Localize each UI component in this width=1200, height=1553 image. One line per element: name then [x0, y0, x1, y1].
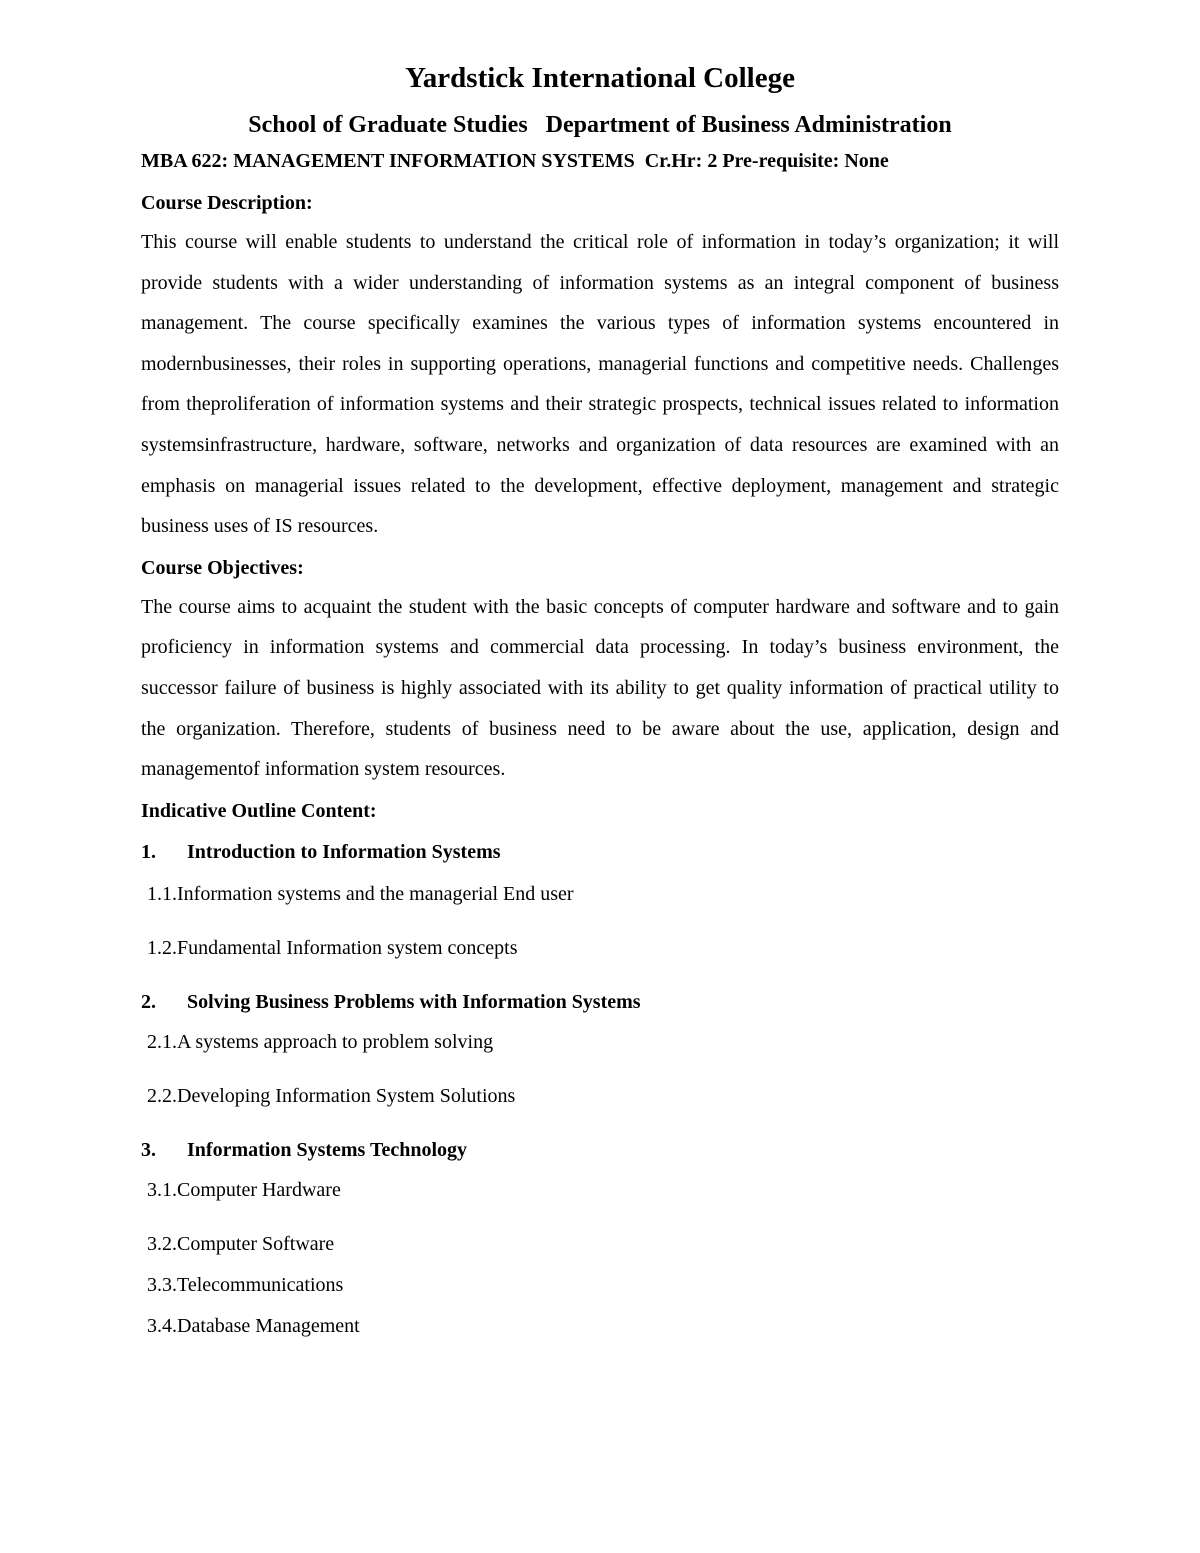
section-number: 2.	[141, 990, 156, 1013]
credit-hours: Cr.Hr: 2	[644, 150, 718, 172]
outline-item: 1.2.Fundamental Information system concepts	[147, 936, 518, 959]
outline-item: 2.2.Developing Information System Solutions	[147, 1084, 516, 1107]
outline-section-1	[141, 837, 1059, 867]
outline-item: 3.1.Computer Hardware	[147, 1178, 341, 1201]
section-title: Solving Business Problems with Information Systems	[187, 990, 641, 1013]
course-objectives-text: The course aims to acquaint the student with the basic concepts of computer hardware and software and to gain proficiency in information systems and commercial data processing. In today’s business environment, the successor failure of business is highly associated with its ability to get quality information of practical utility to the organization. Therefore, students of business need to be aware about the use, application, design and managementof information system resources.	[141, 595, 1059, 781]
outline-section-3	[141, 1135, 1059, 1165]
course-description-heading: Course Description:	[141, 192, 313, 214]
department-name: Department of Business Administration	[545, 112, 952, 138]
outline-item: 3.3.Telecommunications	[147, 1273, 344, 1296]
outline-item: 3.4.Database Management	[147, 1314, 360, 1337]
outline-heading: Indicative Outline Content:	[141, 799, 377, 822]
course-code-title: MBA 622: MANAGEMENT INFORMATION SYSTEMS	[141, 150, 635, 172]
college-title: Yardstick International College	[405, 62, 795, 94]
prerequisite: Pre-requisite: None	[722, 150, 889, 172]
school-name: School of Graduate Studies	[248, 112, 528, 138]
section-number: 1.	[141, 840, 156, 863]
document-page	[141, 58, 1059, 1341]
school-department-line	[141, 108, 1059, 142]
course-info-line	[141, 146, 1059, 176]
section-number: 3.	[141, 1138, 156, 1161]
course-description-text: This course will enable students to understand the critical role of information in today’s organization; it will provide students with a wider understanding of information systems as an integral component of business management. The course specifically examines the various types of information systems encountered in modernbusinesses, their roles in supporting operations, managerial functions and competitive needs. Challenges from theproliferation of information systems and their strategic prospects, technical issues related to information systemsinfrastructure, hardware, software, networks and organization of data resources are examined with an emphasis on managerial issues related to the development, effective deployment, management and strategic business uses of IS resources.	[141, 231, 1059, 538]
outline-section-2	[141, 987, 1059, 1017]
section-title: Information Systems Technology	[187, 1138, 468, 1161]
course-objectives-heading: Course Objectives:	[141, 556, 304, 579]
outline-item: 3.2.Computer Software	[147, 1232, 335, 1255]
outline-item: 2.1.A systems approach to problem solving	[147, 1030, 494, 1053]
outline-item: 1.1.Information systems and the managerial End user	[147, 882, 574, 905]
section-title: Introduction to Information Systems	[187, 840, 501, 863]
